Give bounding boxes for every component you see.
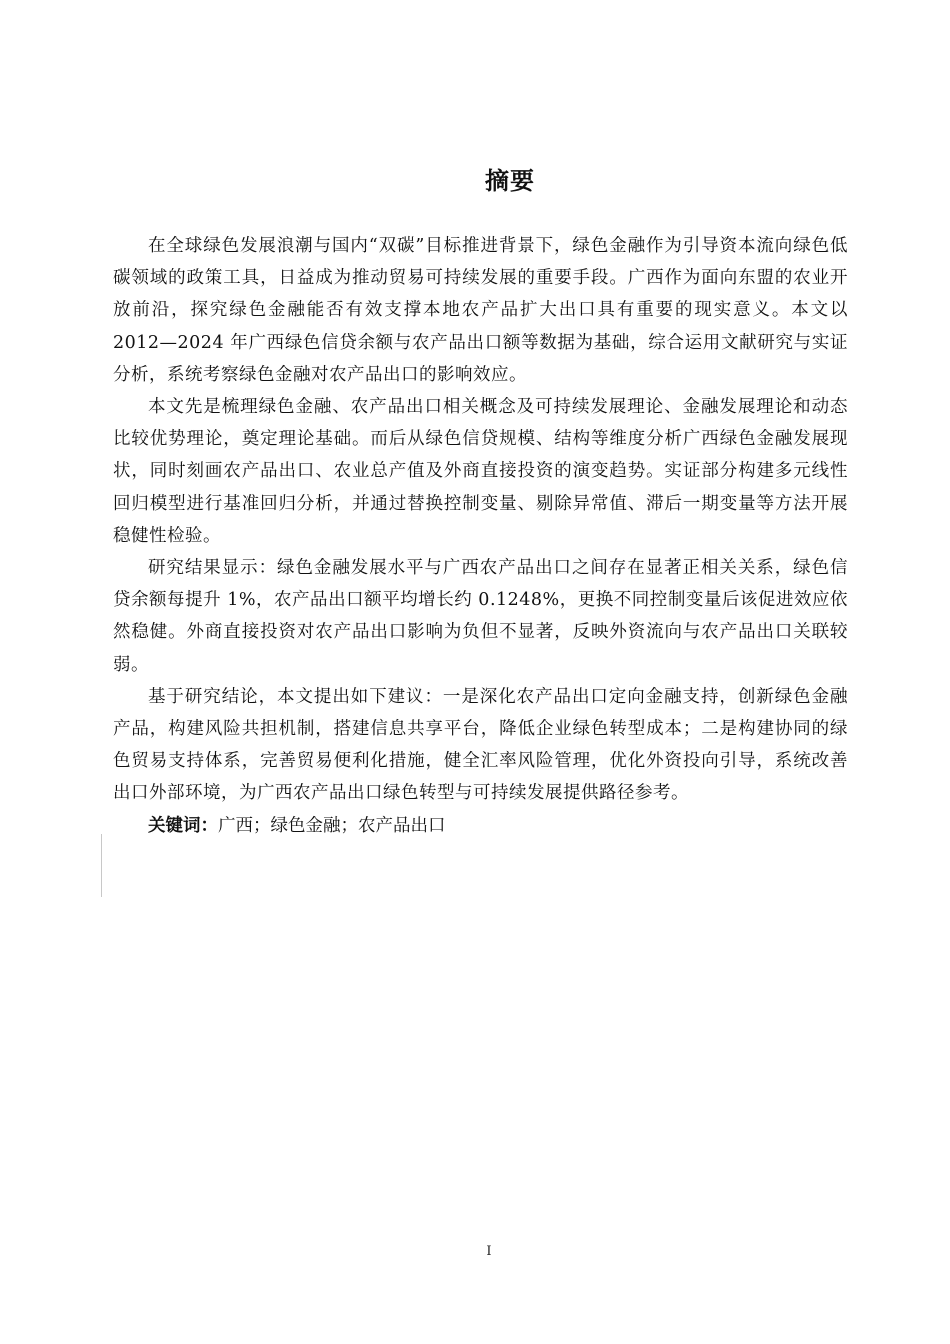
page-number: I bbox=[486, 1244, 492, 1259]
keywords-value: 广西；绿色金融；农产品出口 bbox=[218, 815, 446, 836]
margin-rule bbox=[101, 834, 102, 897]
abstract-paragraph-2: 本文先是梳理绿色金融、农产品出口相关概念及可持续发展理论、金融发展理论和动态比较优势理论，奠定理论基础。而后从绿色信贷规模、结构等维度分析广西绿色金融发展现状，同时刻画农产品出口、农业总产值及外商直接投资的演变趋势。实证部分构建多元线性回归模型进行基准回归分析，并通过替换控制变量、剔除异常值、滞后一期变量等方法开展稳健性检验。 bbox=[113, 397, 848, 546]
abstract-paragraph-4: 基于研究结论，本文提出如下建议：一是深化农产品出口定向金融支持，创新绿色金融产品，构建风险共担机制，搭建信息共享平台，降低企业绿色转型成本；二是构建协同的绿色贸易支持体系，完善贸易便利化措施，健全汇率风险管理，优化外资投向引导，系统改善出口外部环境，为广西农产品出口绿色转型与可持续发展提供路径参考。 bbox=[113, 686, 848, 804]
abstract-body bbox=[113, 230, 848, 842]
keywords-label: 关键词： bbox=[148, 815, 218, 836]
abstract-paragraph-3: 研究结果显示：绿色金融发展水平与广西农产品出口之间存在显著正相关关系，绿色信贷余额每提升 1%，农产品出口额平均增长约 0.1248%，更换不同控制变量后该促进效应依然稳健。外商直接投资对农产品出口影响为负但不显著，反映外资流向与农产品出口关联较弱。 bbox=[113, 558, 848, 675]
abstract-paragraph-1: 在全球绿色发展浪潮与国内“双碳”目标推进背景下，绿色金融作为引导资本流向绿色低碳领域的政策工具，日益成为推动贸易可持续发展的重要手段。广西作为面向东盟的农业开放前沿，探究绿色金融能否有效支撑本地农产品扩大出口具有重要的现实意义。本文以 2012—2024 年广西绿色信贷余额与农产品出口额等数据为基础，综合运用文献研究与实证分析，系统考察绿色金融对农产品出口的影响效应。 bbox=[113, 236, 848, 385]
keywords-line bbox=[113, 810, 848, 842]
abstract-title: 摘要 bbox=[485, 167, 535, 195]
